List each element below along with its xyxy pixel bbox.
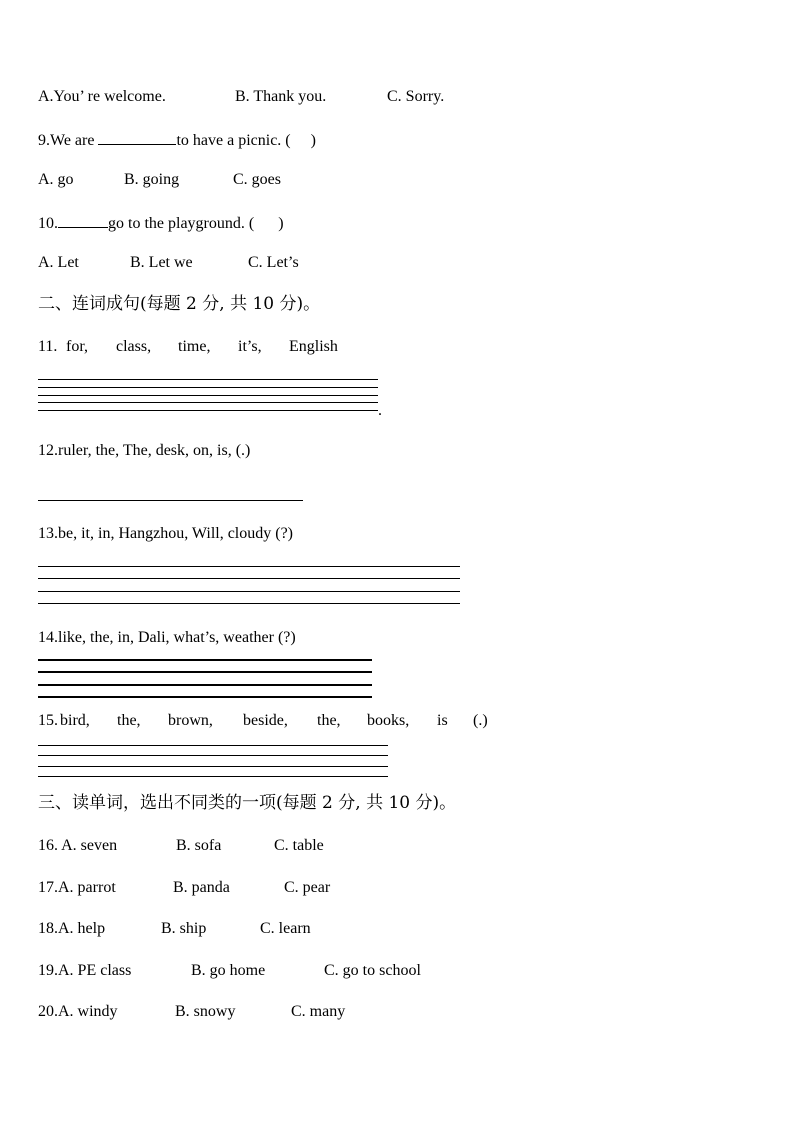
q10-option-b: B. Let we xyxy=(130,254,193,271)
answer-line xyxy=(38,696,372,698)
q8-option-a: A.You’ re welcome. xyxy=(38,88,166,105)
q17-option-b: B. panda xyxy=(173,879,230,896)
q13-prompt: 13.be, it, in, Hangzhou, Will, cloudy (?) xyxy=(38,525,294,542)
q20-option-a: 20.A. windy xyxy=(38,1003,118,1020)
answer-line xyxy=(38,387,378,388)
q8-option-b: B. Thank you. xyxy=(235,88,327,105)
q11-word: time, xyxy=(178,338,211,355)
section2-heading: 二、连词成句(每题 2 分, 共 10 分)。 xyxy=(38,294,321,314)
q11-word: for, xyxy=(66,338,89,355)
q11-word: it’s, xyxy=(238,338,262,355)
q10-option-c: C. Let’s xyxy=(248,254,299,271)
q15-word: the, xyxy=(117,712,141,729)
answer-line xyxy=(38,766,388,767)
q18-option-c: C. learn xyxy=(260,920,311,937)
q9-option-b: B. going xyxy=(124,171,180,188)
answer-line xyxy=(38,379,378,380)
q9-lead: 9.We are xyxy=(38,132,99,149)
q15-word: is xyxy=(437,712,448,729)
q11-word: class, xyxy=(116,338,152,355)
q20-option-c: C. many xyxy=(291,1003,346,1020)
q15-word: brown, xyxy=(168,712,213,729)
answer-line xyxy=(38,578,460,579)
q15-word: the, xyxy=(317,712,341,729)
q15-word: bird, xyxy=(60,712,90,729)
answer-line xyxy=(38,395,378,396)
answer-line xyxy=(38,566,460,567)
q15-number: 15. xyxy=(38,712,58,729)
q16-option-b: B. sofa xyxy=(176,837,222,854)
answer-line xyxy=(38,745,388,746)
q19-option-c: C. go to school xyxy=(324,962,421,979)
section3-heading: 三、读单词，选出不同类的一项(每题 2 分, 共 10 分)。 xyxy=(38,793,457,813)
answer-line xyxy=(38,591,460,592)
q8-option-c: C. Sorry. xyxy=(387,88,445,105)
q10-stem xyxy=(38,212,284,234)
q14-prompt: 14.like, the, in, Dali, what’s, weather (?) xyxy=(38,629,296,646)
q9-option-a: A. go xyxy=(38,171,74,188)
q18-option-b: B. ship xyxy=(161,920,207,937)
q18-option-a: 18.A. help xyxy=(38,920,106,937)
q10-blank[interactable] xyxy=(58,212,108,228)
answer-line xyxy=(38,671,372,673)
answer-line xyxy=(38,755,388,756)
q15-word: beside, xyxy=(243,712,288,729)
answer-line xyxy=(38,402,378,403)
q19-option-b: B. go home xyxy=(191,962,266,979)
q12-answer-line[interactable] xyxy=(38,500,303,501)
q16-option-a: 16. A. seven xyxy=(38,837,118,854)
q15-word: books, xyxy=(367,712,410,729)
q11-end-period: . xyxy=(378,402,382,419)
q15-word: (.) xyxy=(473,712,488,729)
q20-option-b: B. snowy xyxy=(175,1003,236,1020)
q11-word: English xyxy=(289,338,338,355)
q19-option-a: 19.A. PE class xyxy=(38,962,132,979)
q17-option-c: C. pear xyxy=(284,879,331,896)
answer-line xyxy=(38,410,378,411)
q10-tail: go to the playground. ( ) xyxy=(108,215,284,232)
q16-option-c: C. table xyxy=(274,837,324,854)
answer-line xyxy=(38,684,372,686)
q9-option-c: C. goes xyxy=(233,171,281,188)
answer-line xyxy=(38,776,388,777)
q17-option-a: 17.A. parrot xyxy=(38,879,116,896)
answer-line xyxy=(38,603,460,604)
q9-stem xyxy=(38,129,316,151)
q10-option-a: A. Let xyxy=(38,254,79,271)
q11-number: 11. xyxy=(38,338,58,355)
q9-blank[interactable] xyxy=(98,129,176,145)
q10-lead: 10. xyxy=(38,215,58,232)
answer-line xyxy=(38,659,372,661)
q12-prompt: 12.ruler, the, The, desk, on, is, (.) xyxy=(38,442,251,459)
q9-tail: to have a picnic. ( ) xyxy=(176,132,316,149)
